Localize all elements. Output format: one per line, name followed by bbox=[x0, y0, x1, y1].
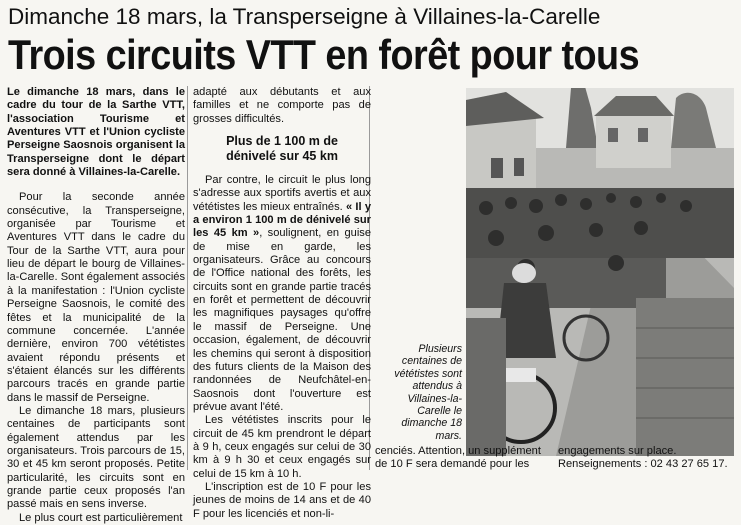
body-paragraph bbox=[193, 174, 371, 414]
body-line: de 10 F sera demandé pour les bbox=[375, 458, 530, 471]
photo-caption: Plusieurs centaines de vététistes sont attendus à Villaines-la-Carelle le dimanche 18 mars. bbox=[394, 343, 462, 442]
article-lead: Le dimanche 18 mars, dans le cadre du tour de la Sarthe VTT, l'association Tourisme et Aventures VTT et l'Union cycliste Perseigne Saosnois organisent la Transperseigne dont le départ sera donné à Villaines-la-Carelle. bbox=[7, 86, 185, 179]
column-rule bbox=[187, 86, 188, 470]
body-paragraph: Les vététistes inscrits pour le circuit de 45 km prendront le départ à 9 h, ceux engagés sur celui de 30 km à 9 h 30 et ceux engagés sur celui de 15 km à 10 h. bbox=[193, 414, 371, 480]
body-paragraph: Le plus court est particulièrement bbox=[19, 511, 183, 524]
article-column-1 bbox=[7, 86, 185, 525]
body-paragraph: Pour la seconde année consécutive, la Transperseigne, organisée par Tourisme et Aventures VTT dans le cadre du Tour de la Sarthe VTT, aura pour lieu de départ le bourg de Villaines-la-Carelle. Sont également associés à la manifestation : l'Union cycliste Perseigne Saosnois, le comité des fêtes et la municipalité de la commune concernée. L'année dernière, environ 700 vététistes avaient répondu présents et s'étaient élancés sur les différents parcours tracés en grande partie dans le massif de Perseigne. bbox=[7, 191, 185, 404]
article-column-4-bottom bbox=[558, 445, 734, 472]
article-column-3-bottom bbox=[375, 445, 553, 472]
body-text: , soulignent, en guise de mise en garde, les organisateurs. Grâce au concours de l'Office national des forêts, les circuits sont en grande partie tracés en forêt et permettent de découvrir les magnifiques paysages qu'offre le massif de Perseigne. Une occasion, également, de découvrir les chemins qui seront à disposition des futurs clients de la Maison des randonnées de Neufchâtel-en-Saosnois dont l'ouverture est prévue avant l'été. bbox=[193, 227, 371, 413]
photo-illustration bbox=[466, 88, 734, 456]
article-column-2 bbox=[193, 86, 371, 521]
body-line: engagements sur place. Renseignements : 02 43 27 65 17. bbox=[558, 445, 728, 471]
body-paragraph: adapté aux débutants et aux familles et ne comporte pas de grosses difficultés. bbox=[193, 86, 371, 125]
organizer-quote: « Il y a environ 1 100 m de dénivelé sur les 45 km » bbox=[193, 200, 371, 240]
body-text: Par contre, le circuit le plus long s'adresse aux sportifs avertis et aux vététistes les mieux entraînés. bbox=[193, 174, 371, 213]
body-line: cenciés. Attention, un supplément bbox=[375, 445, 541, 457]
article-kicker: Dimanche 18 mars, la Transperseigne à Villaines-la-Carelle bbox=[8, 4, 601, 29]
body-paragraph: L'inscription est de 10 F pour les jeunes de moins de 14 ans et de 40 F pour les licenciés et non-li- bbox=[193, 480, 371, 520]
body-paragraph: Le dimanche 18 mars, plusieurs centaines de participants sont également attendus par les organisateurs. Trois parcours de 15, 30 et 45 km seront proposés. Petite particularité, les circuits sont en grande partie ceux proposés l'an passé mais en sens inverse. bbox=[7, 404, 185, 511]
cyclists-photo bbox=[466, 88, 734, 456]
article-headline: Trois circuits VTT en forêt pour tous bbox=[8, 31, 640, 78]
article-subheading: Plus de 1 100 m de dénivelé sur 45 km bbox=[226, 134, 338, 164]
